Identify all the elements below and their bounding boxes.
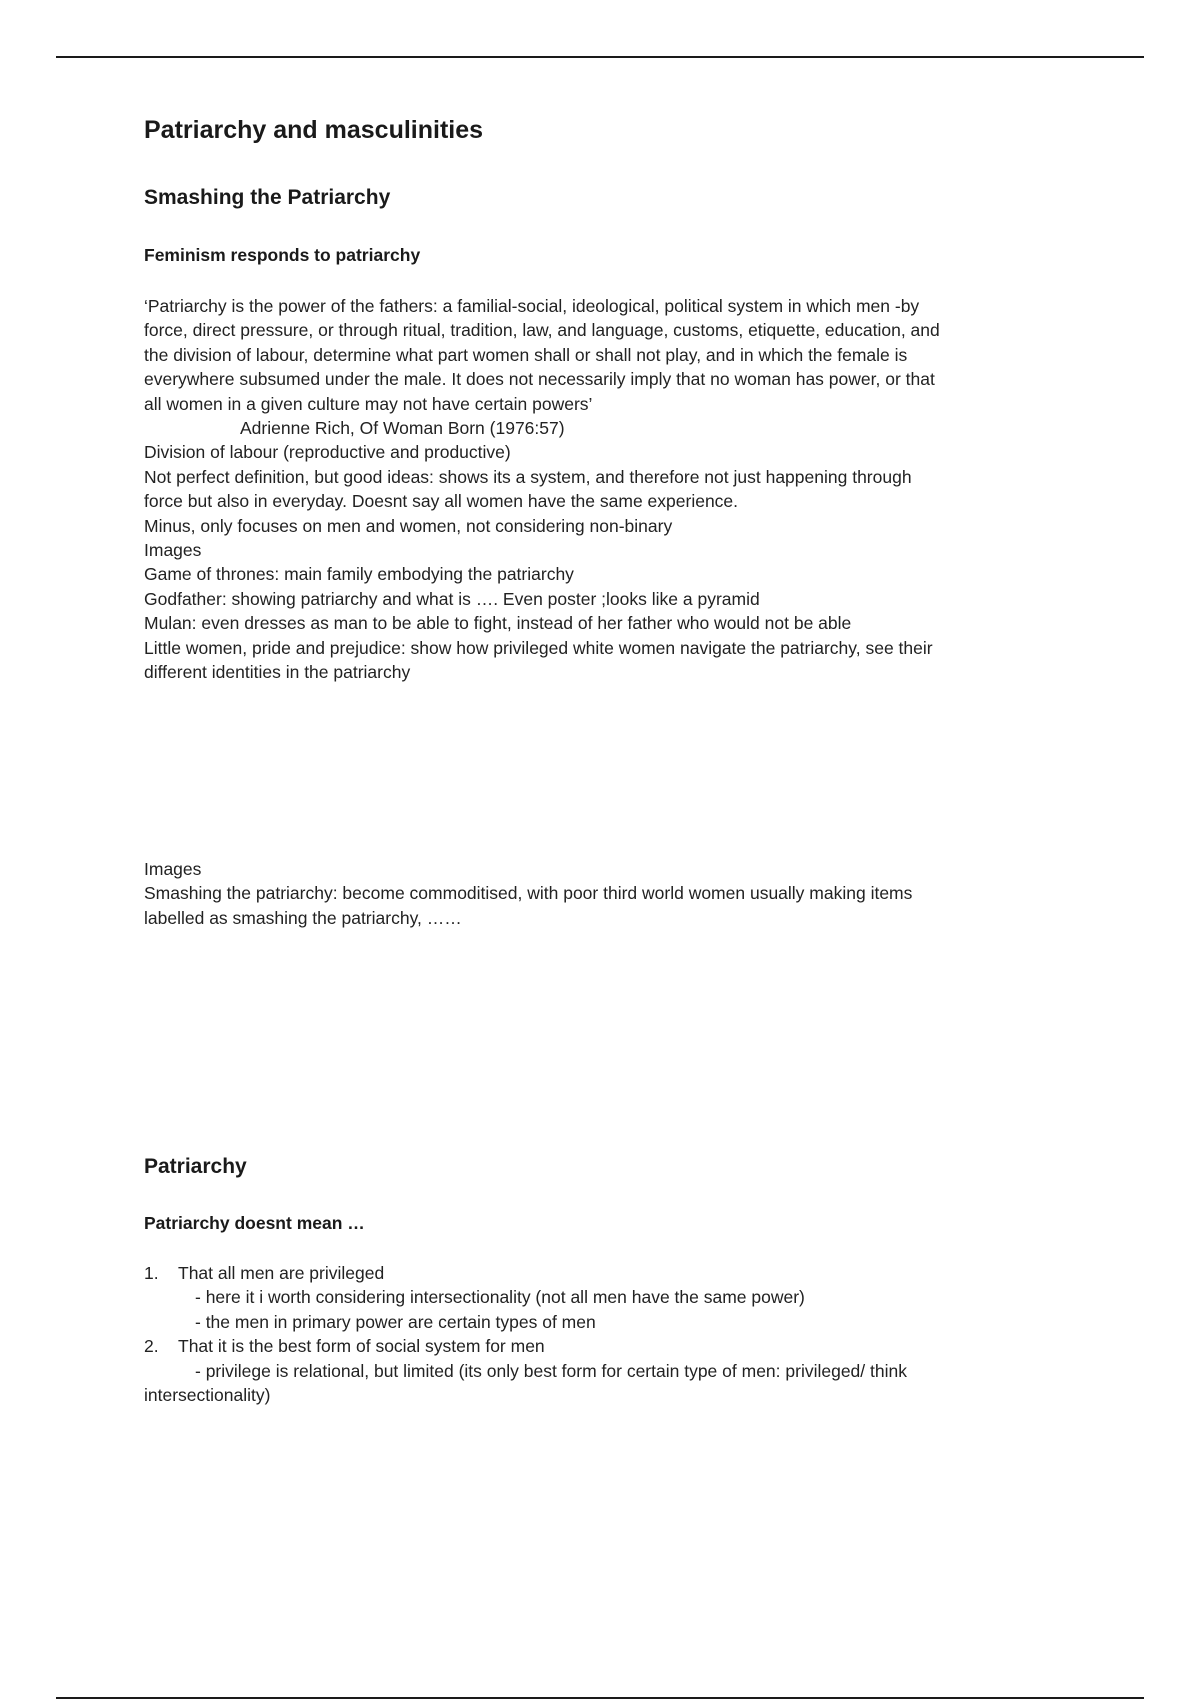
section-heading-smashing: Smashing the Patriarchy	[144, 186, 391, 209]
quote-line: ‘Patriarchy is the power of the fathers: a familial-social, ideological, political system in which men -by	[144, 296, 920, 316]
citation: Adrienne Rich, Of Woman Born (1976:57)	[240, 418, 565, 439]
section-heading-patriarchy: Patriarchy	[144, 1155, 247, 1178]
bottom-rule	[56, 1697, 1144, 1699]
quote-block	[144, 294, 940, 685]
quote-line: force, direct pressure, or through ritual, tradition, law, and language, customs, etiquette, education, and	[144, 320, 940, 341]
note-line: Mulan: even dresses as man to be able to fight, instead of her father who would not be able	[144, 613, 852, 634]
images-note: labelled as smashing the patriarchy, ……	[144, 907, 462, 928]
list-subitem: - privilege is relational, but limited (its only best form for certain type of men: privileged/ think	[195, 1360, 907, 1381]
list-number: 1.	[144, 1263, 159, 1283]
list-subitem: - the men in primary power are certain types of men	[195, 1311, 596, 1332]
subheading-feminism: Feminism responds to patriarchy	[144, 245, 421, 265]
list-trailing: intersectionality)	[144, 1385, 271, 1406]
note-line: Images	[144, 540, 202, 561]
images-label: Images	[144, 859, 202, 879]
note-line: Division of labour (reproductive and productive)	[144, 442, 511, 463]
page-title: Patriarchy and masculinities	[144, 116, 484, 144]
note-line: Game of thrones: main family embodying the patriarchy	[144, 564, 574, 585]
list-item-text: That all men are privileged	[178, 1263, 385, 1283]
quote-line: all women in a given culture may not have certain powers’	[144, 393, 593, 414]
note-line: different identities in the patriarchy	[144, 662, 411, 683]
note-line: Not perfect definition, but good ideas: shows its a system, and therefore not just happening through	[144, 466, 912, 487]
quote-line: everywhere subsumed under the male. It does not necessarily imply that no woman has power, or that	[144, 369, 935, 390]
subheading-doesnt-mean: Patriarchy doesnt mean …	[144, 1213, 365, 1233]
top-rule	[56, 56, 1144, 58]
note-line: force but also in everyday. Doesnt say all women have the same experience.	[144, 491, 739, 512]
list-number: 2.	[144, 1336, 159, 1357]
quote-line: the division of labour, determine what part women shall or shall not play, and in which the female is	[144, 344, 908, 365]
images-note: Smashing the patriarchy: become commoditised, with poor third world women usually making items	[144, 883, 913, 904]
list-item-text: That it is the best form of social system for men	[178, 1336, 545, 1357]
list-item	[144, 1334, 907, 1358]
list-subitem: - here it i worth considering intersectionality (not all men have the same power)	[195, 1287, 805, 1308]
images-block	[144, 857, 912, 930]
numbered-list	[144, 1261, 907, 1407]
list-item	[144, 1261, 907, 1285]
note-line: Godfather: showing patriarchy and what is …. Even poster ;looks like a pyramid	[144, 588, 760, 609]
note-line: Little women, pride and prejudice: show how privileged white women navigate the patriarchy, see their	[144, 637, 933, 658]
note-line: Minus, only focuses on men and women, not considering non-binary	[144, 515, 673, 536]
